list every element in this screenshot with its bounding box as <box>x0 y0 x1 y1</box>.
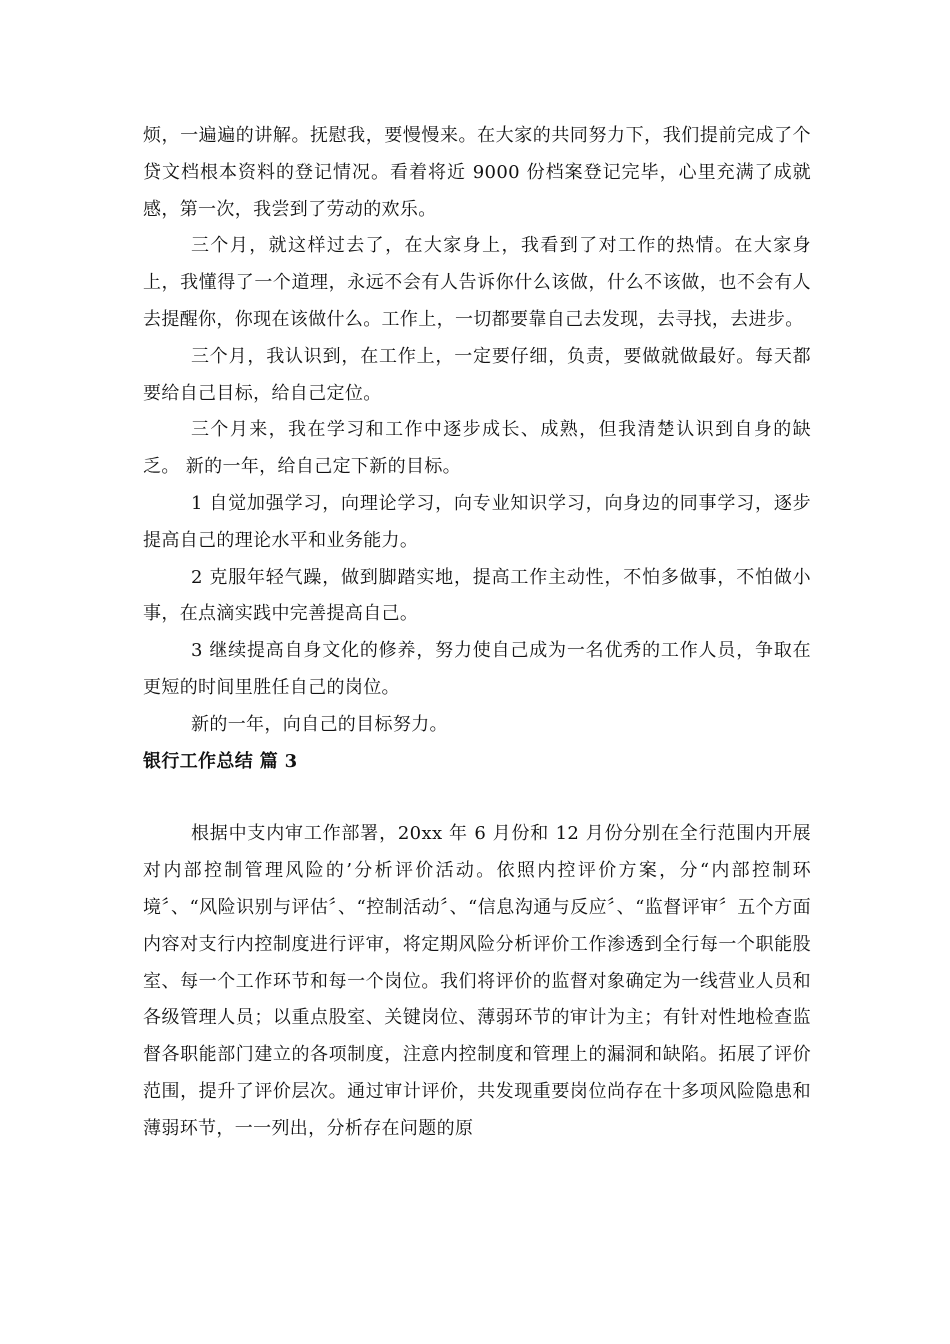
paragraph: 根据中支内审工作部署，20xx 年 6 月份和 12 月份分别在全行范围内开展对内部控制管理风险的’分析评价活动。依照内控评价方案，分“内部控制环境〞、“风险识别与评估〞、“控制活动〞、“信息沟通与反应〞、“监督评审〞五个方面内容对支行内控制度进行评审，将定期风险分析评价工作渗透到全行每一个职能股室、每一个工作环节和每一个岗位。我们将评价的监督对象确定为一线营业人员和各级管理人员；以重点股室、关键岗位、薄弱环节的审计为主；有针对性地检查监督各职能部门建立的各项制度，注意内控制度和管理上的漏洞和缺陷。拓展了评价范围，提升了评价层次。通过审计评价，共发现重要岗位尚存在十多项风险隐患和薄弱环节，一一列出，分析存在问题的原 <box>143 823 811 1139</box>
paragraph: 三个月，我认识到，在工作上，一定要仔细，负责，要做就做最好。每天都要给自己目标，给自己定位。 <box>143 345 811 404</box>
list-item-paragraph: 2 克服年轻气躁，做到脚踏实地，提高工作主动性，不怕多做事，不怕做小事，在点滴实践中完善提高自己。 <box>143 566 811 625</box>
document-body <box>143 118 811 1148</box>
paragraph: 新的一年，向自己的目标努力。 <box>191 713 448 735</box>
section-heading: 银行工作总结 篇 3 <box>143 750 298 772</box>
paragraph: 烦，一遍遍的讲解。抚慰我，要慢慢来。在大家的共同努力下，我们提前完成了个贷文档根本资料的登记情况。看着将近 9000 份档案登记完毕，心里充满了成就感，第一次，我尝到了劳动的欢乐。 <box>143 125 811 220</box>
list-item-paragraph: 3 继续提高自身文化的修养，努力使自己成为一名优秀的工作人员，争取在更短的时间里胜任自己的岗位。 <box>143 640 811 698</box>
list-item-paragraph: 1 自觉加强学习，向理论学习，向专业知识学习，向身边的同事学习，逐步提高自己的理论水平和业务能力。 <box>143 492 811 551</box>
paragraph: 三个月，就这样过去了，在大家身上，我看到了对工作的热情。在大家身上，我懂得了一个道理，永远不会有人告诉你什么该做，什么不该做，也不会有人去提醒你，你现在该做什么。工作上，一切都要靠自己去发现，去寻找，去进步。 <box>143 235 811 330</box>
blank-line <box>143 780 811 816</box>
paragraph: 三个月来，我在学习和工作中逐步成长、成熟，但我清楚认识到自身的缺乏。 新的一年，给自己定下新的目标。 <box>143 419 811 478</box>
